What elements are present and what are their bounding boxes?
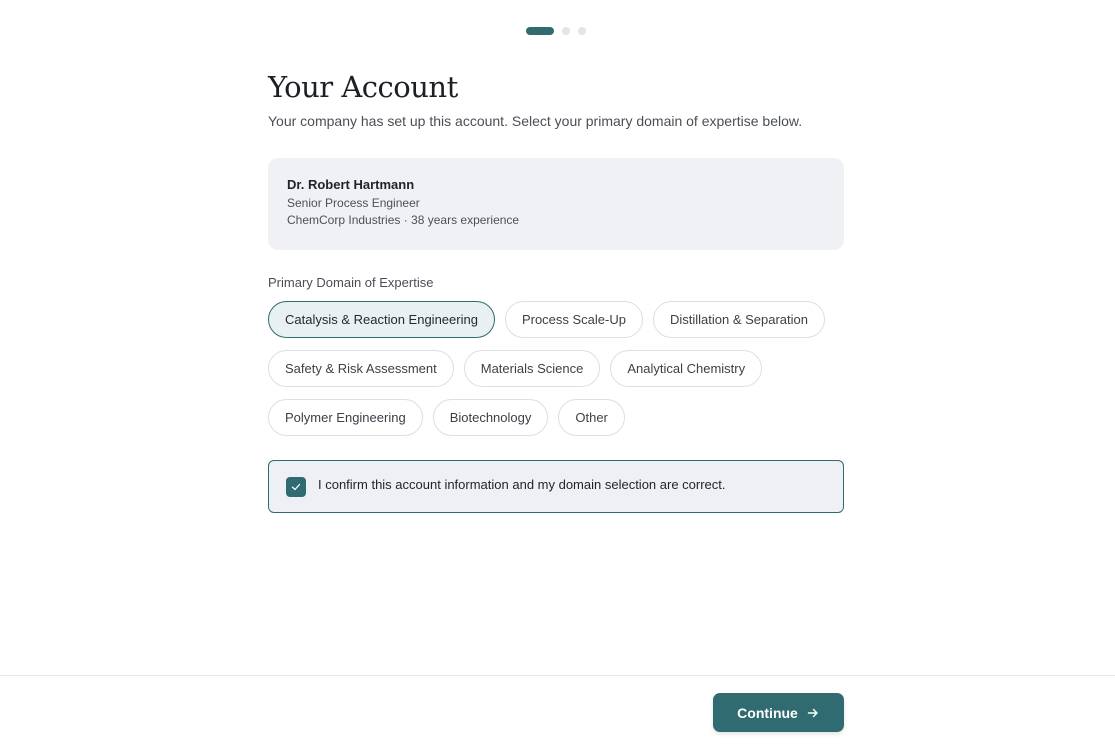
confirm-text: I confirm this account information and my domain selection are correct. (318, 477, 726, 492)
domain-option-analytical[interactable]: Analytical Chemistry (610, 350, 762, 387)
domain-option-catalysis[interactable]: Catalysis & Reaction Engineering (268, 301, 495, 338)
step-1-active (526, 27, 554, 35)
account-name: Dr. Robert Hartmann (287, 177, 415, 192)
arrow-right-icon (806, 706, 820, 720)
domain-option-materials[interactable]: Materials Science (464, 350, 601, 387)
domain-option-polymer[interactable]: Polymer Engineering (268, 399, 423, 436)
confirm-checkbox[interactable] (286, 477, 306, 497)
domain-option-safety[interactable]: Safety & Risk Assessment (268, 350, 454, 387)
domain-label: Primary Domain of Expertise (268, 275, 434, 290)
page-title: Your Account (268, 70, 458, 104)
account-company: ChemCorp Industries · 38 years experience (287, 213, 520, 227)
step-3 (578, 27, 586, 35)
domain-option-distillation[interactable]: Distillation & Separation (653, 301, 825, 338)
account-role: Senior Process Engineer (287, 196, 420, 210)
page-subtitle: Your company has set up this account. Select your primary domain of expertise below. (268, 113, 803, 129)
step-2 (562, 27, 570, 35)
account-info-card (268, 158, 844, 250)
continue-button[interactable] (713, 693, 844, 732)
confirm-checkbox-row[interactable] (268, 460, 844, 513)
domain-option-other[interactable]: Other (558, 399, 625, 436)
main-content (268, 68, 844, 513)
domain-option-scale-up[interactable]: Process Scale-Up (505, 301, 643, 338)
domain-options (268, 301, 828, 436)
continue-label: Continue (737, 704, 798, 721)
domain-option-biotechnology[interactable]: Biotechnology (433, 399, 549, 436)
check-icon (290, 481, 302, 493)
step-indicator (526, 27, 586, 35)
footer-bar (0, 675, 1115, 747)
